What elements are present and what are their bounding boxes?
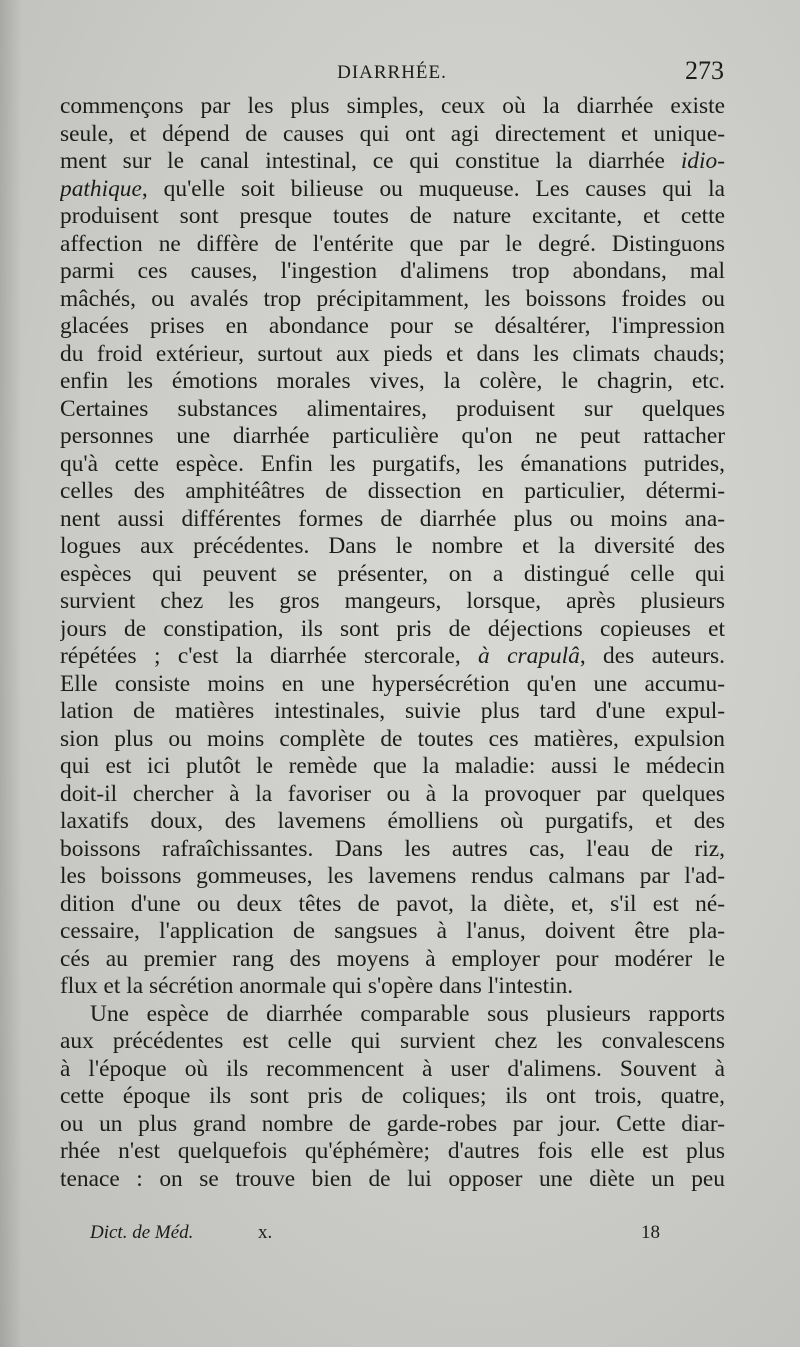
page-header [60,56,724,86]
text-line: cés au premier rang des moyens à employer pour modérer le [60,945,725,972]
text-line: survient chez les gros mangeurs, lorsque, après plusieurs [60,588,725,614]
text-line: rhée n'est quelquefois qu'éphémère; d'autres fois elle est plus [60,1138,725,1164]
text-line: ou un plus grand nombre de garde-robes par jour. Cette diar- [60,1110,725,1137]
text-line: du froid extérieur, surtout aux pieds et dans les climats chauds; [60,340,725,367]
text-line: sion plus ou moins complète de toutes ces matières, expulsion [60,725,725,752]
text-line: aux précédentes est celle qui survient chez les convalescens [60,1028,725,1054]
text-line: personnes une diarrhée particulière qu'on ne peut rattacher [60,423,725,449]
text-line: les boissons gommeuses, les lavemens rendus calmans par l'ad- [60,863,725,889]
footer-signature: 18 [641,1222,660,1243]
running-head: DIARRHÉE. [337,62,447,83]
paragraph [60,93,725,1001]
paragraph [60,1001,725,1194]
footer-source: Dict. de Méd. [90,1222,194,1243]
text-line: laxatifs doux, des lavemens émolliens où purgatifs, et des [60,808,725,834]
text-line: produisent sont presque toutes de nature excitante, et cette [60,203,725,229]
page-number: 273 [685,56,724,85]
text-line: affection ne diffère de l'entérite que par le degré. Distinguons [60,230,725,257]
text-line: glacées prises en abondance pour se désaltérer, l'impression [60,313,725,339]
text-line: seule, et dépend de causes qui ont agi directement et unique- [60,120,725,147]
text-line: à l'époque où ils recommencent à user d'alimens. Souvent à [60,1055,725,1082]
text-line: Une espèce de diarrhée comparable sous plusieurs rapports [90,1000,725,1027]
text-line: celles des amphitéâtres de dissection en particulier, détermi- [60,478,725,504]
text-line: doit-il chercher à la favoriser ou à la provoquer par quelques [60,780,725,807]
footer-volume: x. [258,1222,273,1243]
text-line: cette époque ils sont pris de coliques; ils ont trois, quatre, [60,1083,725,1109]
text-line: tenace : on se trouve bien de lui opposer une diète un peu [60,1165,725,1192]
text-line: boissons rafraîchissantes. Dans les autres cas, l'eau de riz, [60,835,725,862]
text-line: Elle consiste moins en une hypersécrétion qu'en une accumu- [60,670,725,697]
text-line: mâchés, ou avalés trop précipitamment, les boissons froides ou [60,285,725,312]
text-line: enfin les émotions morales vives, la colère, le chagrin, etc. [60,368,725,394]
body-text [60,93,725,1193]
text-line: jours de constipation, ils sont pris de déjections copieuses et [60,615,725,642]
text-line: cessaire, l'application de sangsues à l'anus, doivent être pla- [60,918,725,944]
text-line: répétées ; c'est la diarrhée stercorale, à crapulâ, des auteurs. [60,643,725,669]
text-line: logues aux précédentes. Dans le nombre et la diversité des [60,533,725,559]
text-line: espèces qui peuvent se présenter, on a distingué celle qui [60,560,725,587]
text-line: Certaines substances alimentaires, produisent sur quelques [60,395,725,422]
text-line: lation de matières intestinales, suivie plus tard d'une expul- [60,698,725,724]
text-line: qu'à cette espèce. Enfin les purgatifs, les émanations putrides, [60,450,725,477]
text-line: ment sur le canal intestinal, ce qui constitue la diarrhée idio- [60,148,725,174]
page-footer [90,1222,660,1252]
page-gutter-shadow [0,0,22,1347]
text-line: qui est ici plutôt le remède que la maladie: aussi le médecin [60,753,725,779]
text-line: pathique, qu'elle soit bilieuse ou muqueuse. Les causes qui la [60,175,725,202]
text-line: commençons par les plus simples, ceux où la diarrhée existe [60,93,725,119]
text-line: nent aussi différentes formes de diarrhée plus ou moins ana- [60,505,725,532]
text-line: parmi ces causes, l'ingestion d'alimens trop abondans, mal [60,258,725,284]
text-line: flux et la sécrétion anormale qui s'opère dans l'intestin. [60,973,574,999]
text-line: dition d'une ou deux têtes de pavot, la diète, et, s'il est né- [60,890,725,917]
